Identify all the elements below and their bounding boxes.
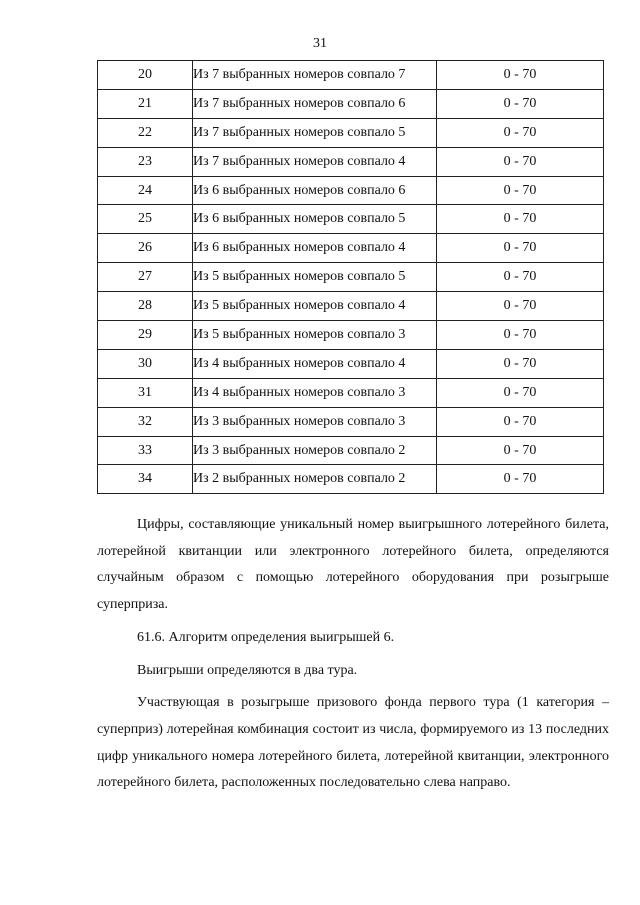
- percent-range-cell: 0 - 70: [437, 263, 604, 292]
- match-description-cell: Из 7 выбранных номеров совпало 7: [193, 61, 437, 90]
- percent-range-cell: 0 - 70: [437, 292, 604, 321]
- table-row: [98, 321, 604, 350]
- page-number: 31: [313, 36, 327, 51]
- percent-range-cell: 0 - 70: [437, 61, 604, 90]
- match-description-cell: Из 4 выбранных номеров совпало 3: [193, 378, 437, 407]
- match-description-cell: Из 3 выбранных номеров совпало 3: [193, 407, 437, 436]
- category-number-cell: 23: [98, 147, 193, 176]
- percent-range-cell: 0 - 70: [437, 407, 604, 436]
- percent-range-cell: 0 - 70: [437, 321, 604, 350]
- match-description-cell: Из 4 выбранных номеров совпало 4: [193, 349, 437, 378]
- percent-range-cell: 0 - 70: [437, 465, 604, 494]
- category-number-cell: 24: [98, 176, 193, 205]
- table-row: [98, 118, 604, 147]
- category-number-cell: 21: [98, 89, 193, 118]
- paragraph-ticket-digits: Цифры, составляющие уникальный номер выигрышного лотерейного билета, лотерейной квитанции или электронного лотерейного билета, определяются случайным образом с помощью лотерейного оборудования при розыгрыше суперприза.: [97, 517, 609, 613]
- paragraph-algorithm-heading: 61.6. Алгоритм определения выигрышей 6.: [137, 629, 395, 645]
- percent-range-cell: 0 - 70: [437, 205, 604, 234]
- match-description-cell: Из 6 выбранных номеров совпало 5: [193, 205, 437, 234]
- table-row: [98, 349, 604, 378]
- category-number-cell: 26: [98, 234, 193, 263]
- table-row: [98, 263, 604, 292]
- table-row: [98, 407, 604, 436]
- percent-range-cell: 0 - 70: [437, 147, 604, 176]
- match-description-cell: Из 6 выбранных номеров совпало 6: [193, 176, 437, 205]
- percent-range-cell: 0 - 70: [437, 89, 604, 118]
- match-description-cell: Из 7 выбранных номеров совпало 5: [193, 118, 437, 147]
- table-row: [98, 176, 604, 205]
- table-row: [98, 378, 604, 407]
- category-number-cell: 27: [98, 263, 193, 292]
- match-description-cell: Из 7 выбранных номеров совпало 6: [193, 89, 437, 118]
- table-row: [98, 147, 604, 176]
- category-number-cell: 25: [98, 205, 193, 234]
- match-description-cell: Из 5 выбранных номеров совпало 3: [193, 321, 437, 350]
- match-description-cell: Из 3 выбранных номеров совпало 2: [193, 436, 437, 465]
- match-description-cell: Из 6 выбранных номеров совпало 4: [193, 234, 437, 263]
- category-number-cell: 22: [98, 118, 193, 147]
- category-number-cell: 20: [98, 61, 193, 90]
- percent-range-cell: 0 - 70: [437, 349, 604, 378]
- category-number-cell: 31: [98, 378, 193, 407]
- table-row: [98, 465, 604, 494]
- table-row: [98, 436, 604, 465]
- category-number-cell: 30: [98, 349, 193, 378]
- match-description-cell: Из 5 выбранных номеров совпало 4: [193, 292, 437, 321]
- percent-range-cell: 0 - 70: [437, 234, 604, 263]
- table-body: [98, 61, 604, 494]
- paragraph-two-rounds: Выигрыши определяются в два тура.: [137, 662, 358, 678]
- paragraph-first-round-combination: Участвующая в розыгрыше призового фонда первого тура (1 категория – суперприз) лотерейная комбинация состоит из числа, формируемого из 13 последних цифр уникального номера лотерейного билета, лотерейной квитанции, электронного лотерейного билета, расположенных последовательно слева направо.: [97, 695, 609, 791]
- match-description-cell: Из 5 выбранных номеров совпало 5: [193, 263, 437, 292]
- category-number-cell: 33: [98, 436, 193, 465]
- category-number-cell: 28: [98, 292, 193, 321]
- table-row: [98, 292, 604, 321]
- table-row: [98, 234, 604, 263]
- percent-range-cell: 0 - 70: [437, 436, 604, 465]
- body-text: [97, 512, 609, 803]
- percent-range-cell: 0 - 70: [437, 378, 604, 407]
- table-row: [98, 205, 604, 234]
- table-row: [98, 89, 604, 118]
- percent-range-cell: 0 - 70: [437, 176, 604, 205]
- category-number-cell: 34: [98, 465, 193, 494]
- category-number-cell: 32: [98, 407, 193, 436]
- table-row: [98, 61, 604, 90]
- match-description-cell: Из 7 выбранных номеров совпало 4: [193, 147, 437, 176]
- prize-category-table: [97, 60, 604, 494]
- match-description-cell: Из 2 выбранных номеров совпало 2: [193, 465, 437, 494]
- percent-range-cell: 0 - 70: [437, 118, 604, 147]
- category-number-cell: 29: [98, 321, 193, 350]
